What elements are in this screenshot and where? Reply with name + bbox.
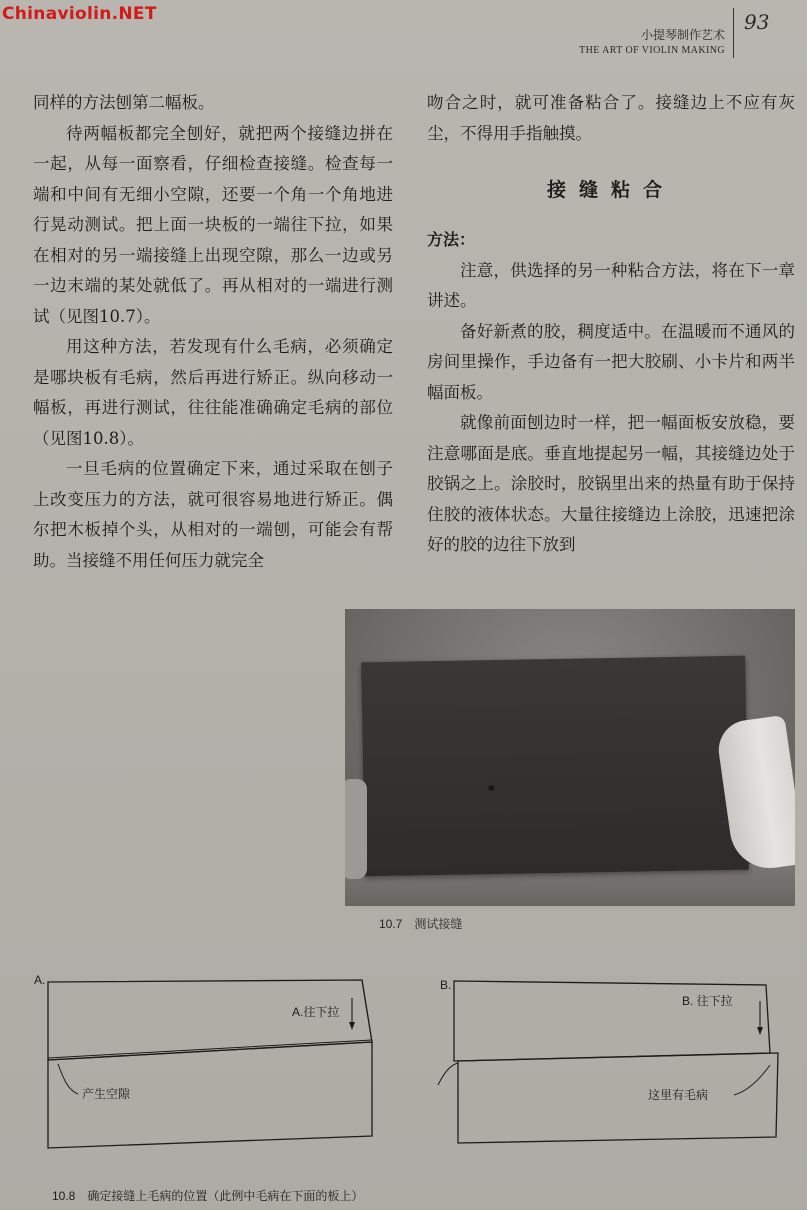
- diagram-a-label: A.: [34, 973, 46, 987]
- diagram-b-label: B.: [440, 978, 452, 992]
- left-column: [33, 88, 393, 576]
- fault-label: 这里有毛病: [648, 1088, 709, 1102]
- seam-line-a: [48, 1040, 372, 1058]
- watermark-text: Chinaviolin.NET: [2, 4, 157, 24]
- figure-10-8-diagram-b: [436, 975, 788, 1155]
- photo-board-spot: [488, 785, 494, 791]
- upper-board-b: [454, 981, 770, 1061]
- paragraph: 注意，供选择的另一种粘合方法，将在下一章讲述。: [427, 260, 795, 310]
- section-title: 接缝粘合: [546, 179, 675, 201]
- lower-board-b: [458, 1053, 778, 1143]
- paragraph: 吻合之时，就可准备粘合了。接缝边上不应有灰尘，不得用手指触摸。: [427, 93, 795, 143]
- figure-10-8-diagram-a: [34, 970, 394, 1158]
- paragraph: 待两幅板都完全刨好，就把两个接缝边拼在一起，从每一面察看，仔细检查接缝。检查每一端和中间有无细小空隙，还要一个角一个角地进行晃动测试。把上面一块板的一端往下拉，如果在相对的另一端接缝上出现空隙，那么一边或另一边末端的某处就低了。再从相对的一端进行测试（见图10.7）。: [33, 123, 393, 326]
- header-title-en: THE ART OF VIOLIN MAKING: [579, 45, 725, 56]
- arrowhead-b: [757, 1027, 763, 1035]
- paragraph: 就像前面刨边时一样，把一幅面板安放稳，要注意哪面是底。垂直地提起另一幅，其接缝边处于胶锅之上。涂胶时，胶锅里出来的热量有助于保持住胶的液体状态。大量往接缝边上涂胶，迅速把涂好的胶的边往下放到: [427, 413, 795, 554]
- header-title-cn: 小提琴制作艺术: [640, 28, 725, 42]
- diagram-b-svg: [436, 975, 788, 1155]
- right-column: [427, 88, 795, 561]
- gap-label: 产生空隙: [82, 1087, 131, 1101]
- fault-pointer: [734, 1065, 770, 1095]
- running-header: [579, 26, 725, 56]
- header-divider: [733, 8, 734, 58]
- figure-10-7-caption: 10.7 测试接缝: [379, 917, 463, 931]
- board-edge-b: [438, 1063, 458, 1085]
- paragraph: 同样的方法刨第二幅板。: [33, 93, 215, 112]
- paragraph: 一旦毛病的位置确定下来，通过采取在刨子上改变压力的方法，就可很容易地进行矫正。偶尔把木板掉个头，从相对的一端刨，可能会有帮助。当接缝不用任何压力就完全: [33, 459, 393, 570]
- arrowhead-a: [349, 1022, 355, 1030]
- method-label: 方法：: [427, 230, 476, 249]
- upper-board-a: [48, 980, 372, 1060]
- figure-10-8-caption: 10.8 确定接缝上毛病的位置（此例中毛病在下面的板上）: [52, 1189, 364, 1203]
- paragraph: 用这种方法，若发现有什么毛病，必须确定是哪块板有毛病，然后再进行矫正。纵向移动一幅板，再进行测试，往往能准确确定毛病的部位（见图10.8）。: [33, 337, 393, 448]
- page-number: 93: [744, 10, 770, 34]
- diagram-a-svg: [34, 970, 394, 1158]
- photo-board: [361, 656, 749, 877]
- paragraph: 备好新煮的胶，稠度适中。在温暖而不通风的房间里操作，手边备有一把大胶刷、小卡片和两半幅面板。: [427, 321, 795, 402]
- figure-10-7-photo: [345, 609, 795, 906]
- pull-label-b: B. 往下拉: [682, 994, 733, 1008]
- photo-left-hand: [345, 779, 367, 879]
- pull-label-a: A.往下拉: [292, 1005, 340, 1019]
- gap-pointer: [58, 1064, 78, 1094]
